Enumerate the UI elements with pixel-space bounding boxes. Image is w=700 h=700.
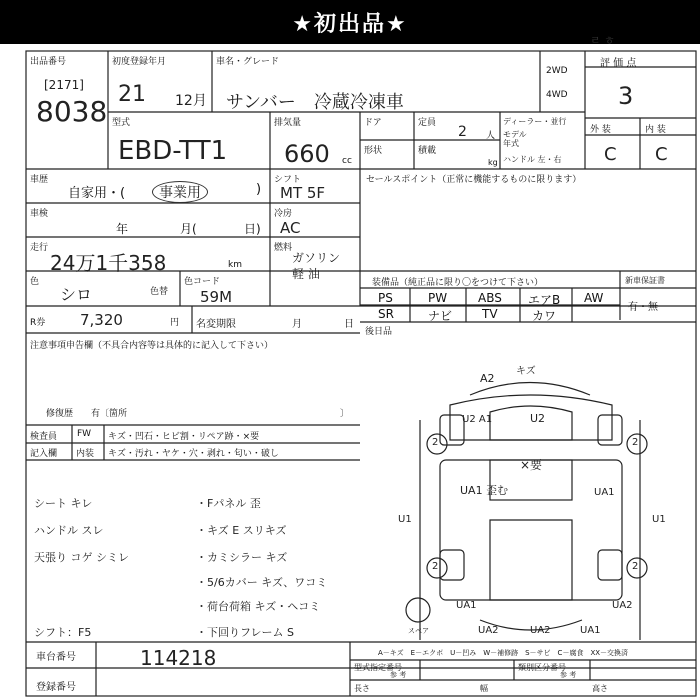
exterior-value: C — [604, 144, 617, 165]
top-right-fragment: ㄹ ㅎ — [590, 34, 615, 47]
usage-options: 自家用・( — [68, 186, 126, 201]
height-label: 高さ — [592, 684, 608, 693]
dmg-ua1-bottom-left: UA1 — [456, 600, 477, 611]
note-left-2: ハンドル スレ — [34, 524, 104, 537]
equip-sr: SR — [378, 307, 394, 321]
rear-date-label: 後日品 — [365, 327, 393, 337]
model-year-label: モデル 年式 — [503, 130, 527, 148]
dmg-scratch-top: キズ — [516, 366, 536, 377]
car-name: サンバー 冷蔵冷凍車 — [226, 92, 404, 113]
note-left-4: シフト：F5 — [34, 626, 92, 639]
handle-label: ハンドル 左・右 — [503, 155, 562, 164]
fw-items: キズ・凹石・ヒビ割・リペア跡・×要 — [108, 432, 260, 442]
capacity-label: 定員 — [418, 118, 437, 128]
equip-abs: ABS — [478, 291, 502, 305]
chassis-label: 車台番号 — [36, 652, 76, 663]
banner: ★初出品★ — [0, 0, 700, 44]
4wd-label: 4WD — [546, 90, 568, 100]
km-label: km — [228, 260, 242, 270]
nin-label: 人 — [486, 131, 496, 141]
interior-value: C — [655, 144, 668, 165]
note-right-3: ・カミシラー キズ — [196, 551, 288, 564]
note-left-1: シート キレ — [34, 497, 93, 510]
exterior-label: 外 装 — [590, 125, 611, 135]
dmg-circle-2d: 2 — [632, 561, 639, 572]
lot-tag: [2171] — [44, 78, 84, 92]
repair-label: 修復歴 有〔箇所 — [46, 409, 128, 419]
class-no-label: 類別区分番号 — [518, 663, 566, 672]
first-reg-label: 初度登録年月 — [112, 57, 167, 67]
equip-airbag: エアB — [528, 293, 561, 307]
dmg-circle-2a: 2 — [432, 437, 439, 448]
dmg-ua2-1: UA2 — [478, 625, 499, 636]
naiso-items: キズ・汚れ・ヤケ・穴・剥れ・匂い・破し — [108, 449, 279, 459]
dmg-a2-top: A2 — [480, 372, 495, 385]
color-change-label: 色替 — [150, 287, 169, 297]
equipment-label: 装備品（純正品に限り〇をつけて下さい） — [372, 278, 544, 288]
equip-pw: PW — [428, 291, 448, 305]
repair-close: 〕 — [340, 409, 350, 419]
dmg-u1-left: U1 — [398, 514, 412, 525]
note-right-6: ・下回りフレーム S — [196, 626, 295, 639]
model-value: EBD-TT1 — [118, 136, 228, 166]
car-name-label: 車名・グレード — [216, 57, 280, 67]
equip-aw: AW — [584, 291, 604, 305]
dmg-ua1-right: UA1 — [594, 487, 615, 498]
usage-label: 車歴 — [30, 175, 49, 185]
score-label: 評 価 点 — [600, 58, 637, 69]
notes-label: 注意事項申告欄（不具合内容等は具体的に記入して下さい） — [30, 341, 274, 351]
usage-close: ) — [256, 182, 262, 197]
ref-label-2: 参 考 — [560, 671, 577, 679]
length-label: 長さ — [354, 684, 370, 693]
ac-label: 冷房 — [274, 209, 293, 219]
dmg-circle-2b: 2 — [632, 437, 639, 448]
insp-month-label: 月( — [180, 222, 197, 236]
ref-label-1: 参 考 — [390, 671, 407, 679]
model-spec-label: 型式指定番号 — [354, 663, 402, 672]
capacity-value: 2 — [458, 124, 467, 140]
mileage-value: 24万1千358 — [50, 251, 167, 275]
insp-day-label: 日) — [244, 222, 261, 236]
insp-year-label: 年 — [116, 222, 129, 236]
load-label: 積載 — [418, 146, 437, 156]
shape-label: 形状 — [364, 146, 383, 156]
dmg-ua2-2: UA2 — [530, 625, 551, 636]
fuel-label: 燃料 — [274, 243, 293, 253]
mileage-label: 走行 — [30, 243, 49, 253]
warranty-value: 有・無 — [628, 302, 658, 313]
dmg-u2-right: U2 — [530, 412, 546, 425]
sales-point-label: セールスポイント（正常に機能するものに限ります） — [366, 175, 582, 185]
reg-no-label: 登録番号 — [36, 682, 76, 693]
usage-circled: 事業用 — [152, 181, 208, 203]
naiso-label: 内装 — [76, 449, 95, 459]
equip-tv: TV — [482, 307, 498, 321]
color-code-value: 59M — [200, 288, 233, 306]
kg-label: kg — [488, 158, 498, 167]
door-label: ドア — [364, 118, 382, 128]
dmg-ua1-bottom: UA1 — [580, 625, 601, 636]
color-code-label: 色コード — [184, 277, 221, 287]
entry-label: 記入欄 — [30, 449, 58, 459]
lot-number: 8038 — [36, 95, 108, 128]
equip-navi: ナビ — [428, 309, 453, 323]
interior-label: 内 装 — [645, 125, 666, 135]
damage-legend: A－キズ E－エクボ U－凹み W－補修跡 S－サビ C－腐食 XX－交換済 — [378, 649, 629, 657]
displacement-label: 排気量 — [274, 118, 302, 128]
fw-label: FW — [77, 429, 92, 439]
lot-no-label: 出品番号 — [30, 57, 67, 67]
displacement-value: 660 — [284, 140, 330, 168]
equip-leather: カワ — [532, 309, 557, 323]
shift-label: シフト — [274, 175, 302, 185]
yen-label: 円 — [170, 318, 180, 328]
inspector-label: 検査員 — [30, 432, 58, 442]
dmg-ua2-3: UA2 — [612, 600, 633, 611]
term-month-label: 月 — [292, 319, 302, 330]
equip-ps: PS — [378, 291, 393, 305]
reg-month: 12月 — [175, 93, 207, 109]
shift-value: MT 5F — [280, 184, 326, 202]
cc-label: cc — [342, 156, 352, 166]
chassis-value: 114218 — [140, 646, 217, 670]
dmg-circle-2c: 2 — [432, 561, 439, 572]
warranty-label: 新車保証書 — [625, 276, 665, 285]
reg-year: 21 — [118, 82, 146, 107]
width-label: 幅 — [480, 684, 488, 693]
dmg-ua1-dent: UA1 歪む — [460, 484, 509, 497]
inspection-label: 車検 — [30, 209, 49, 219]
recycle-label: R券 — [30, 318, 46, 328]
fuel-value: ガソリン 軽 油 — [292, 251, 341, 281]
term-day-label: 日 — [344, 319, 354, 330]
note-right-2: ・キズ E スリキズ — [196, 524, 287, 537]
color-value: シロ — [60, 285, 93, 304]
model-label: 型式 — [112, 118, 131, 128]
note-left-3: 天張り コゲ シミレ — [34, 551, 129, 564]
score-value: 3 — [618, 82, 634, 110]
ac-value: AC — [280, 219, 301, 237]
term-label: 名変期限 — [196, 319, 236, 330]
note-right-5: ・荷台荷箱 キズ・ヘコミ — [196, 600, 321, 613]
note-right-4: ・5/6カバー キズ、ワコミ — [196, 576, 328, 589]
2wd-label: 2WD — [546, 66, 568, 76]
dmg-x-required: ×要 — [520, 458, 543, 472]
dmg-u2a1-left: U2 A1 — [462, 414, 493, 425]
note-right-1: ・Fパネル 歪 — [196, 497, 261, 510]
color-label: 色 — [30, 277, 40, 287]
recycle-value: 7,320 — [80, 311, 123, 329]
spare-label: スペア — [408, 627, 429, 635]
dealer-label: ディーラー・並行 — [503, 117, 567, 126]
dmg-u1-right: U1 — [652, 514, 666, 525]
